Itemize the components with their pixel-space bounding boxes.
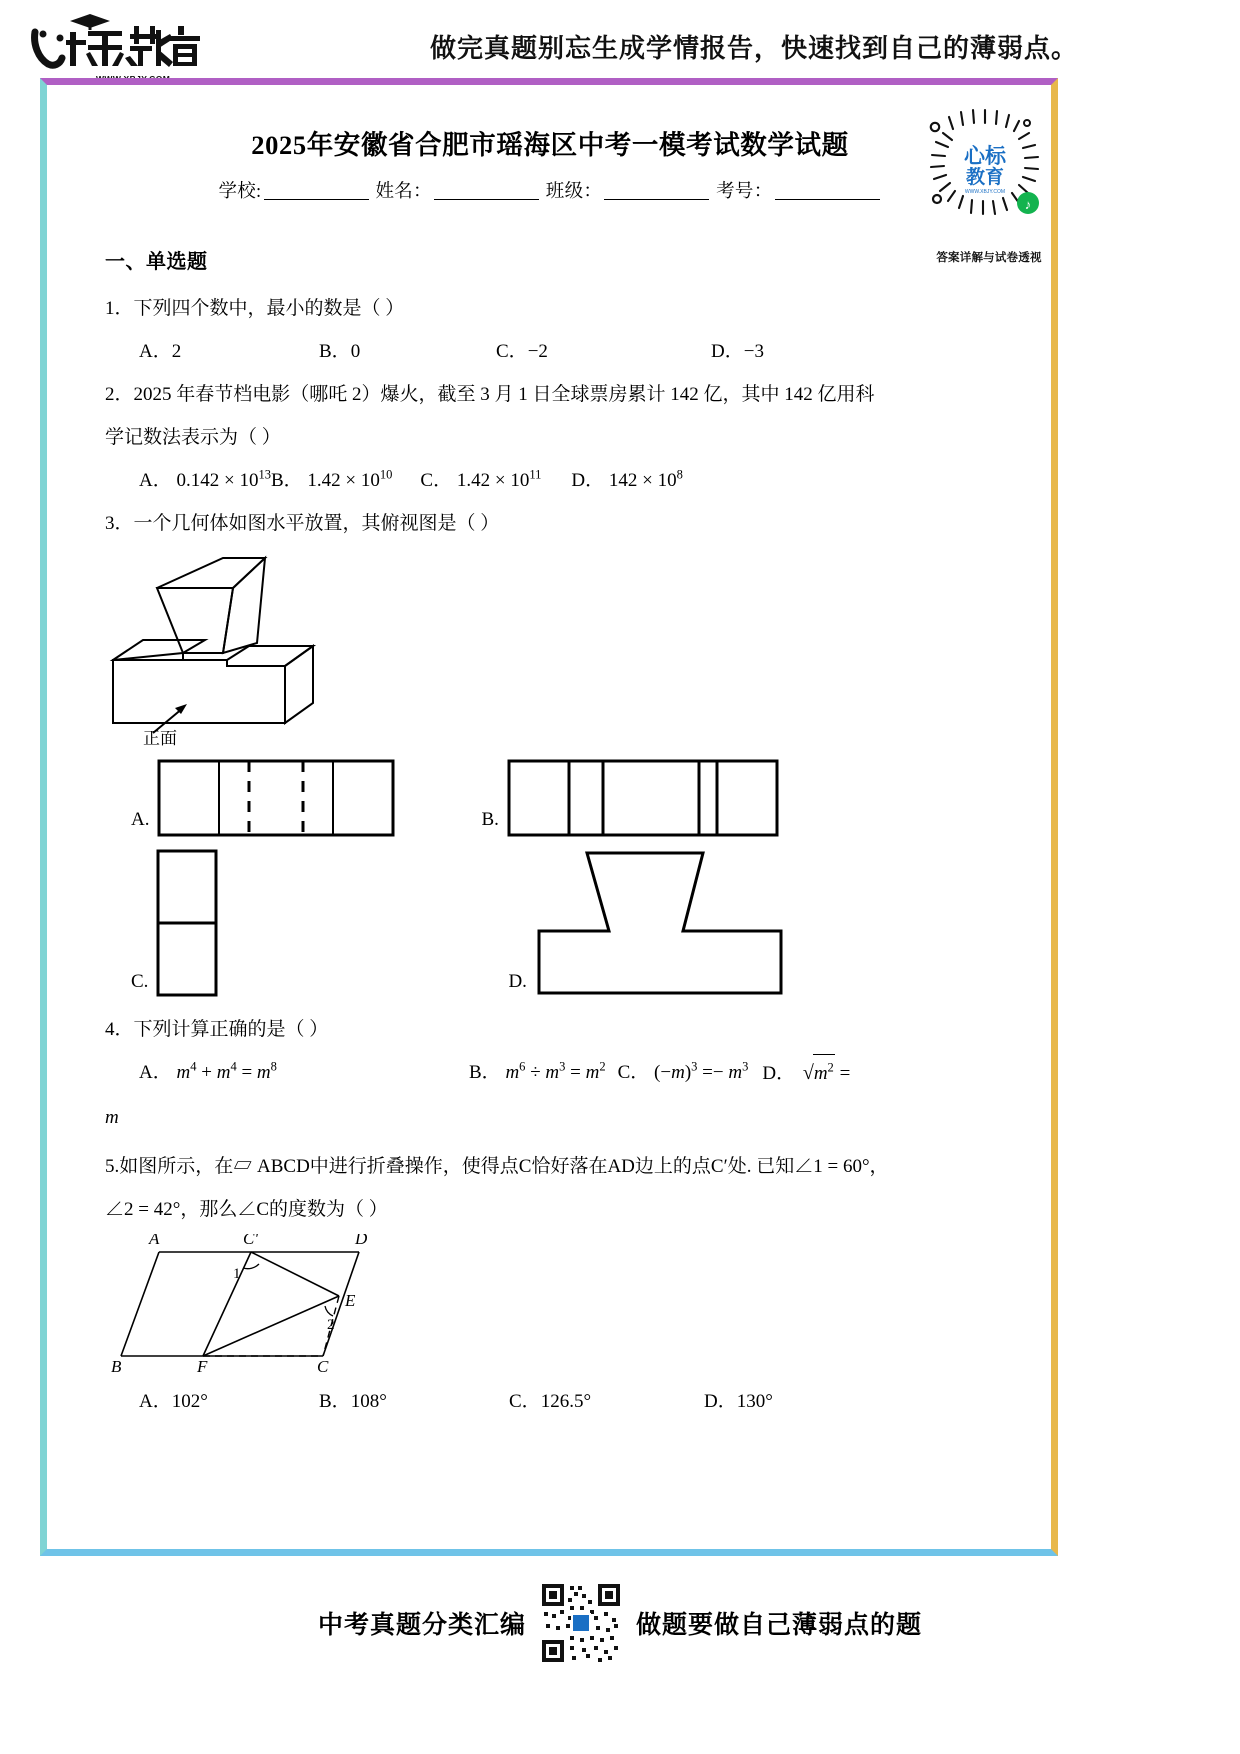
q1-option-b-label: B． [319,341,351,363]
q1-number: 1． [105,298,134,319]
question-4-stem [105,1011,1005,1048]
q5-option-b[interactable] [319,1383,509,1420]
question-2-options [105,462,1005,499]
q4-option-b-label: B． [469,1062,501,1084]
school-label: 学校: [218,182,262,202]
q5-option-b-label: B． [319,1391,351,1413]
svg-text:WWW.XBJY.COM: WWW.XBJY.COM [964,189,1006,195]
q3-text: 一个几何体如图水平放置，其俯视图是（ ） [133,513,500,535]
question-3-options-row2 [131,849,1005,997]
q5-option-c-label: C． [509,1391,541,1413]
q3-number: 3． [105,513,134,535]
q1-option-d[interactable] [711,333,764,370]
q5-label-F: F [197,1357,208,1375]
question-5-stem-cont [105,1191,1005,1228]
question-1-options [105,333,1005,370]
q3-option-a-label: A. [131,809,150,831]
q1-option-b-text: 0 [350,341,361,363]
class-label: 班级： [545,182,603,202]
q4-option-a-label: A． [139,1062,172,1084]
q2-option-b-label: B． [270,470,303,492]
q2-option-d-mantissa: 142 × 10 [608,470,677,492]
q1-option-c-text: −2 [527,341,548,363]
banner-slogan: 做完真题别忘生成学情报告，快速找到自己的薄弱点。 [430,34,1079,63]
q4-trailing-m: m [105,1107,119,1129]
footer-left-text: 中考真题分类汇编 [317,1612,526,1639]
q2-option-c[interactable] [420,462,541,499]
q4-option-c[interactable]: C． $(-m)^3 =- m^3$ [617,1060,749,1084]
q3-option-a-figure[interactable] [157,759,395,837]
q1-option-d-label: D． [711,341,744,363]
q5-text-line2: ∠2 = 42°，那么∠C的度数为（ ） [105,1199,388,1221]
q2-text-line2: 学记数法表示为（ ） [105,427,281,449]
q5-option-a[interactable] [139,1383,319,1420]
svg-text:心标: 心标 [964,145,1006,168]
q2-option-c-exp: 11 [529,467,542,482]
q4-option-a[interactable]: A． $m^4 + m^4 = m^8$ [139,1060,277,1084]
q2-option-d-exp: 8 [676,467,683,482]
q5-option-d-text: 130° [736,1391,773,1413]
q3-front-label: 正面 [143,729,177,749]
student-info-line [47,177,1053,203]
q1-option-c[interactable] [496,333,711,370]
q1-option-a-label: A． [139,341,172,363]
examno-input[interactable] [775,181,880,200]
question-5-options [105,1383,1005,1420]
q2-option-c-mantissa: 1.42 × 10 [456,470,530,492]
q5-label-A: A [149,1234,160,1249]
q4-option-d-label: D． [762,1063,796,1085]
q5-angle-2: 2 [327,1317,335,1334]
page-frame [40,78,1058,1556]
sqrt-icon: $√m^2$ [800,1054,835,1093]
q5-option-a-label: A． [139,1391,172,1413]
q5-label-Cprime: C' [243,1234,258,1249]
page-title: 2025年安徽省合肥市瑶海区中考一模考试数学试题 [251,130,849,160]
q4-text: 下列计算正确的是（ ） [133,1019,329,1041]
q3-option-d-figure[interactable] [535,849,783,997]
q2-option-d-label: D． [571,470,605,492]
q5-option-d[interactable] [704,1383,773,1420]
question-2-stem-cont [105,419,1005,456]
brand-logo-icon [30,12,205,74]
q5-label-B: B [111,1357,122,1375]
q5-option-d-label: D． [704,1391,737,1413]
question-3-solid-figure [105,548,1005,749]
solid-3d-icon [105,548,365,743]
q2-option-d[interactable] [571,462,682,499]
question-1-stem [105,290,1005,327]
q2-option-a-label: A． [139,470,172,492]
q3-option-b-label: B. [481,809,499,831]
q1-text: 下列四个数中，最小的数是（ ） [133,298,405,319]
question-3-options-row1 [131,759,1005,837]
q2-option-a-mantissa: 0.142 × 10 [176,470,259,492]
qr-code[interactable] [927,107,1043,217]
question-2-stem [105,376,1005,413]
q5-option-b-text: 108° [350,1391,387,1413]
q1-option-b[interactable] [319,333,496,370]
q5-option-a-text: 102° [171,1391,208,1413]
q5-label-D: D [355,1234,368,1249]
question-content [105,245,1005,1427]
q2-number: 2． [105,384,134,406]
svg-text:♪: ♪ [1024,197,1032,212]
class-input[interactable] [604,181,709,200]
q4-option-b[interactable]: B． $m^6 \div m^3 = m^2$ [469,1060,606,1084]
name-input[interactable] [434,181,539,200]
top-banner [0,0,1240,86]
q2-option-a[interactable] [139,462,271,499]
q1-option-a[interactable] [139,333,319,370]
q5-angle-1: 1 [233,1266,241,1283]
q5-option-c-text: 126.5° [540,1391,592,1413]
section-heading: 一、单选题 [105,251,208,273]
svg-text:教育: 教育 [965,167,1005,188]
q5-option-c[interactable] [509,1383,704,1420]
q5-number: 5. [105,1156,120,1178]
parallelogram-fold-icon [111,1234,411,1374]
school-input[interactable] [264,181,369,200]
q2-option-c-label: C． [420,470,453,492]
question-4-options-cont [105,1099,1005,1136]
q3-option-d-label: D. [508,971,527,993]
q4-number: 4． [105,1019,134,1041]
name-label: 姓名： [375,182,432,202]
examno-label: 考号： [716,182,773,202]
q3-option-c-label: C. [131,971,149,993]
q5-text-line1: 如图所示，在▱ ABCD中进行折叠操作，使得点C恰好落在AD边上的点C′处. 已知∠1 = 60°， [119,1156,889,1178]
question-5-figure [111,1234,1005,1379]
q1-option-c-label: C． [496,341,528,363]
q4-option-c-label: C． [617,1062,650,1084]
q2-option-b-exp: 10 [379,467,393,482]
question-5-stem [105,1148,1005,1185]
q5-label-E: E [345,1291,356,1311]
q4-option-d[interactable]: D． $√m^2$ = [762,1054,850,1093]
footer-right-text: 做题要做自己薄弱点的题 [636,1612,923,1639]
question-3-stem [105,505,1005,542]
q2-text-line1: 2025 年春节档电影（哪吒 2）爆火，截至 3 月 1 日全球票房累计 142 亿，其中 142 亿用科 [133,384,875,406]
q3-option-c-figure[interactable] [156,849,218,997]
page-footer [0,1580,1240,1666]
qr-code-icon [927,107,1043,217]
brand-logo [30,12,205,74]
q2-option-b-mantissa: 1.42 × 10 [307,470,380,492]
q3-option-b-figure[interactable] [507,759,779,837]
qr-caption: 答案详解与试卷透视 [936,252,1042,264]
q1-option-a-text: 2 [171,341,182,363]
q1-option-d-text: −3 [743,341,764,363]
q2-option-b[interactable] [271,462,392,499]
q2-option-a-exp: 13 [258,467,271,482]
footer-qr-icon[interactable] [538,1580,624,1666]
question-4-options [105,1054,1005,1093]
q5-label-C: C [317,1357,329,1375]
